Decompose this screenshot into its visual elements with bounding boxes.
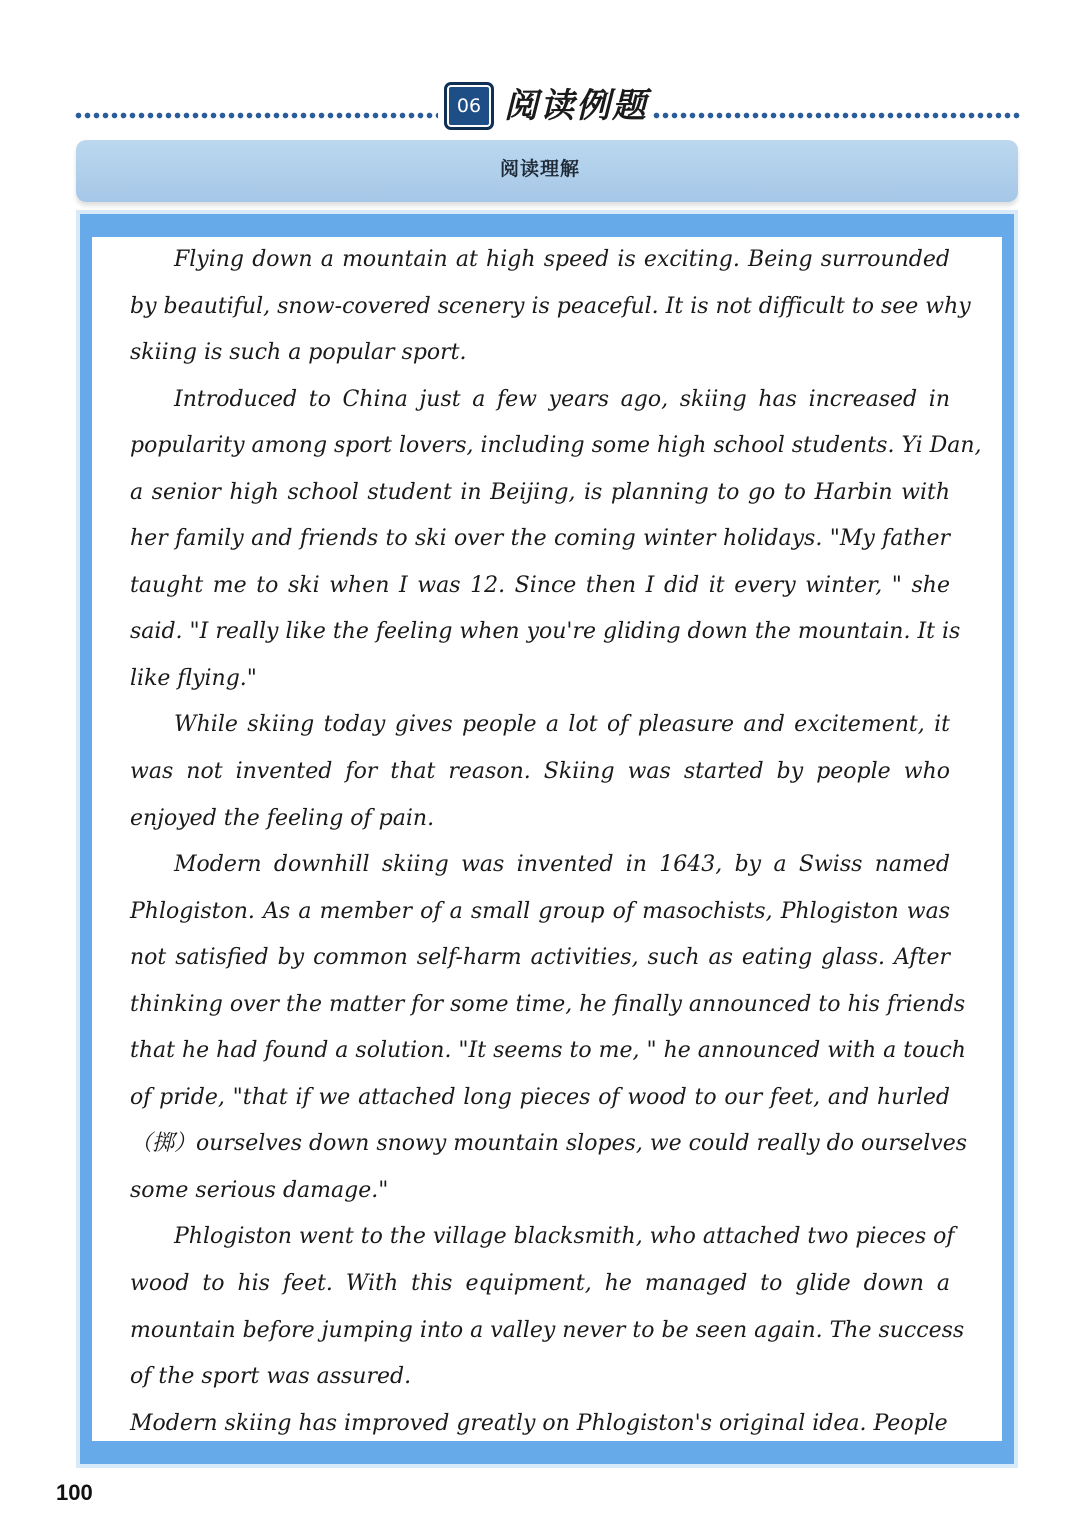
passage-line: not satisfied by common self-harm activities, such as eating glass. After bbox=[130, 945, 950, 971]
passage-paper bbox=[92, 237, 1002, 1441]
section-number-badge: 06 bbox=[444, 82, 494, 130]
page-number: 100 bbox=[56, 1480, 93, 1505]
passage-line: a senior high school student in Beijing, is planning to go to Harbin with bbox=[130, 479, 950, 505]
passage-line: Phlogiston went to the village blacksmith, who attached two pieces of bbox=[174, 1224, 955, 1250]
passage-line: some serious damage." bbox=[130, 1177, 389, 1203]
passage-line: （掷）ourselves down snowy mountain slopes, we could really do ourselves bbox=[130, 1131, 968, 1157]
passage-line: her family and friends to ski over the coming winter holidays. "My father bbox=[130, 526, 950, 552]
passage-line: Phlogiston. As a member of a small group of masochists, Phlogiston was bbox=[130, 898, 950, 924]
banner-label: 阅读理解 bbox=[499, 158, 580, 180]
header-dotted-rule-right bbox=[652, 112, 1020, 119]
passage-line: thinking over the matter for some time, he finally announced to his friends bbox=[130, 991, 966, 1017]
passage-line: While skiing today gives people a lot of pleasure and excitement, it bbox=[174, 712, 950, 738]
passage-line: of pride, "that if we attached long pieces of wood to our feet, and hurled bbox=[130, 1084, 950, 1110]
passage-line: that he had found a solution. "It seems to me, " he announced with a touch bbox=[130, 1038, 966, 1064]
passage-line: was not invented for that reason. Skiing was started by people who bbox=[130, 759, 950, 785]
passage-line: popularity among sport lovers, including some high school students. Yi Dan, bbox=[130, 433, 982, 459]
passage-line: skiing is such a popular sport. bbox=[130, 340, 467, 366]
passage-line: Introduced to China just a few years ago, skiing has increased in bbox=[174, 386, 950, 412]
passage-line: taught me to ski when I was 12. Since then I did it every winter, " she bbox=[130, 572, 950, 598]
section-title: 阅读例题 bbox=[504, 86, 648, 126]
passage-line: like flying." bbox=[130, 665, 257, 691]
passage-text bbox=[130, 237, 982, 1441]
passage-line: by beautiful, snow-covered scenery is peaceful. It is not difficult to see why bbox=[130, 293, 971, 319]
header-dotted-rule-left bbox=[74, 112, 438, 119]
passage-line: mountain before jumping into a valley never to be seen again. The success bbox=[130, 1317, 965, 1343]
passage-line: Flying down a mountain at high speed is exciting. Being surrounded bbox=[174, 247, 950, 272]
passage-line: of the sport was assured. bbox=[130, 1364, 412, 1390]
passage-line: said. "I really like the feeling when you're gliding down the mountain. It is bbox=[130, 619, 961, 645]
passage-line: enjoyed the feeling of pain. bbox=[130, 805, 435, 831]
passage-line: Modern skiing has improved greatly on Phlogiston's original idea. People bbox=[130, 1410, 948, 1436]
passage-line: Modern downhill skiing was invented in 1643, by a Swiss named bbox=[174, 852, 950, 878]
passage-line: wood to his feet. With this equipment, he managed to glide down a bbox=[130, 1271, 950, 1297]
